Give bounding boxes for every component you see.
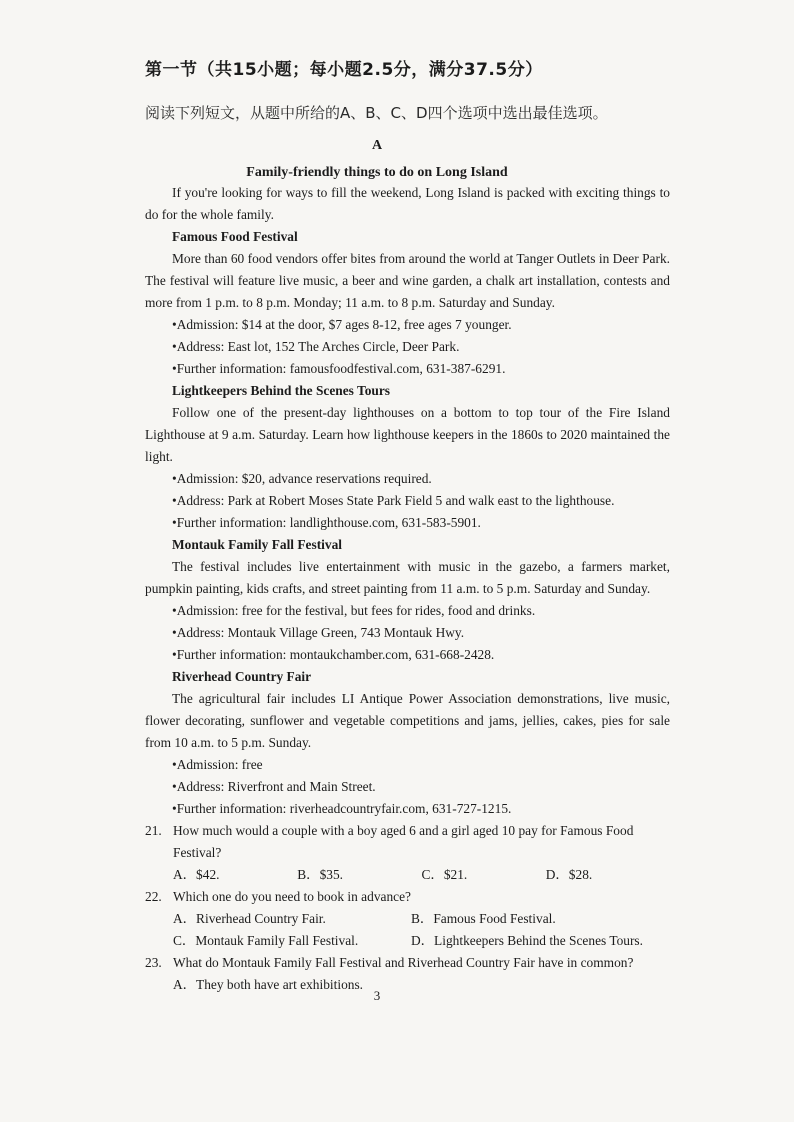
question-text: Which one do you need to book in advance? [173, 889, 411, 904]
option-b[interactable]: B．Famous Food Festival. [411, 911, 556, 926]
event-description: Follow one of the present-day lighthouses on a bottom to top tour of the Fire Island Lighthouse at 9 a.m. Saturday. Learn how lighthouse keepers in the 1860s to 2020 maintained the light. [145, 405, 670, 464]
question-22-options-row1 [145, 908, 670, 930]
event-address: •Address: Park at Robert Moses State Park Field 5 and walk east to the lighthouse. [172, 493, 615, 508]
event-title: Riverhead Country Fair [172, 669, 312, 684]
option-c[interactable]: C．$21. [421, 867, 468, 882]
event-title: Famous Food Festival [172, 229, 298, 244]
page-number: 3 [373, 988, 381, 1003]
event-address: •Address: East lot, 152 The Arches Circle, Deer Park. [172, 339, 460, 354]
section-header: 第一节（共15小题；每小题2.5分，满分37.5分） [145, 60, 543, 80]
option-a[interactable]: A．Riverhead Country Fair. [173, 911, 326, 926]
event-admission: •Admission: $14 at the door, $7 ages 8-12, free ages 7 younger. [172, 317, 512, 332]
event-info: •Further information: montaukchamber.com, 631-668-2428. [172, 647, 495, 662]
question-22 [145, 886, 670, 908]
option-b[interactable]: B．$35. [297, 867, 344, 882]
passage-letter: A [371, 138, 383, 153]
question-22-options-row2 [145, 930, 670, 952]
option-c[interactable]: C．Montauk Family Fall Festival. [173, 933, 359, 948]
instructions: 阅读下列短文，从题中所给的A、B、C、D四个选项中选出最佳选项。 [145, 104, 608, 122]
option-a[interactable]: A．They both have art exhibitions. [173, 977, 364, 992]
passage-intro: If you're looking for ways to fill the weekend, Long Island is packed with exciting things to do for the whole family. [145, 185, 670, 222]
event-info: •Further information: famousfoodfestival.com, 631-387-6291. [172, 361, 506, 376]
event-admission: •Admission: $20, advance reservations required. [172, 471, 432, 486]
event-address: •Address: Montauk Village Green, 743 Montauk Hwy. [172, 625, 465, 640]
event-description: More than 60 food vendors offer bites from around the world at Tanger Outlets in Deer Park. The festival will feature live music, a beer and wine garden, a chalk art installation, contests and more from 1 p.m. to 8 p.m. Monday; 11 a.m. to 8 p.m. Saturday and Sunday. [145, 251, 670, 310]
event-title: Montauk Family Fall Festival [172, 537, 342, 552]
question-23 [145, 952, 670, 974]
option-a[interactable]: A．$42. [173, 867, 220, 882]
event-address: •Address: Riverfront and Main Street. [172, 779, 376, 794]
passage-content [145, 182, 670, 996]
event-info: •Further information: landlighthouse.com, 631-583-5901. [172, 515, 481, 530]
event-description: The agricultural fair includes LI Antique Power Association demonstrations, live music, flower decorating, sunflower and vegetable competitions and jams, jellies, cakes, pies for sale from 10 a.m. to 5 p.m. Sunday. [145, 691, 670, 750]
event-title: Lightkeepers Behind the Scenes Tours [172, 383, 391, 398]
option-d[interactable]: D．$28. [545, 867, 593, 882]
question-text: What do Montauk Family Fall Festival and Riverhead Country Fair have in common? [173, 955, 634, 970]
event-description: The festival includes live entertainment with music in the gazebo, a farmers market, pumpkin painting, kids crafts, and street painting from 11 a.m. to 5 p.m. Saturday and Sunday. [145, 559, 670, 596]
option-d[interactable]: D．Lightkeepers Behind the Scenes Tours. [411, 933, 643, 948]
question-number: 22. [145, 889, 162, 904]
question-21-options [145, 864, 670, 886]
question-text: How much would a couple with a boy aged 6 and a girl aged 10 pay for Famous Food Festival? [173, 823, 634, 860]
question-number: 21. [145, 823, 162, 838]
event-admission: •Admission: free [172, 757, 263, 772]
passage-title: Family-friendly things to do on Long Island [246, 165, 508, 180]
event-admission: •Admission: free for the festival, but fees for rides, food and drinks. [172, 603, 536, 618]
event-info: •Further information: riverheadcountryfair.com, 631-727-1215. [172, 801, 512, 816]
question-number: 23. [145, 955, 162, 970]
question-21 [145, 820, 670, 864]
